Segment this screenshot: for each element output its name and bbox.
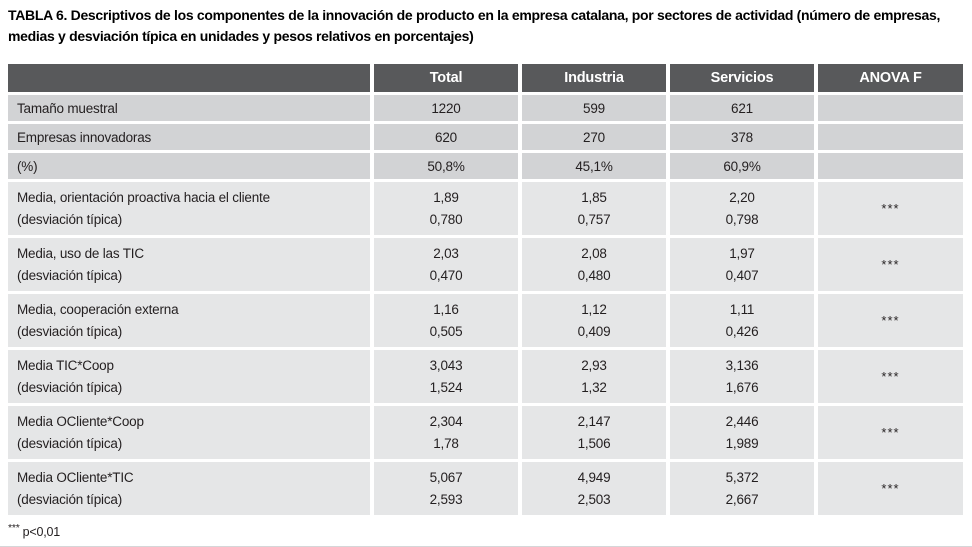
cell-anova: [818, 406, 963, 459]
mean-value: 3,043: [429, 357, 463, 373]
cell-total: 620: [374, 124, 518, 150]
cell-servicios: 621: [670, 95, 814, 121]
statistics-table: [8, 64, 964, 518]
cell-servicios: [670, 462, 814, 515]
sd-value: 0,409: [577, 323, 611, 339]
cell-anova: [818, 238, 963, 291]
mean-value: 2,08: [581, 245, 607, 261]
cell-total: [374, 406, 518, 459]
cell-servicios: [670, 182, 814, 235]
cell-industria: [522, 182, 666, 235]
mean-value: 5,372: [725, 469, 759, 485]
sd-value: 0,407: [725, 267, 759, 283]
table-row: [8, 95, 964, 121]
row-label-sub: (desviación típica): [17, 379, 122, 395]
cell-industria: 599: [522, 95, 666, 121]
sd-value: 1,506: [577, 435, 611, 451]
sd-value: 0,505: [429, 323, 463, 339]
mean-value: 2,304: [429, 413, 463, 429]
sd-value: 1,989: [725, 435, 759, 451]
mean-value: 2,93: [581, 357, 607, 373]
cell-industria: [522, 462, 666, 515]
row-label-main: Media TIC*Coop: [17, 357, 114, 373]
table-title: TABLA 6. Descriptivos de los componentes de la innovación de producto en la empresa catalana, por sectores de actividad (número de empresas, medias y desviación típica en unidades y pesos relativos en porcentajes): [8, 7, 941, 44]
mean-value: 1,16: [433, 301, 459, 317]
cell-total: [374, 350, 518, 403]
row-label: Tamaño muestral: [8, 95, 370, 121]
table-row: [8, 294, 964, 347]
mean-value: 4,949: [577, 469, 611, 485]
row-label-sub: (desviación típica): [17, 435, 122, 451]
row-label: [8, 462, 370, 515]
header-cell-servicios: Servicios: [670, 64, 814, 92]
mean-value: 1,97: [729, 245, 755, 261]
sd-value: 0,470: [429, 267, 463, 283]
mean-value: 1,11: [729, 301, 755, 317]
cell-industria: 45,1%: [522, 153, 666, 179]
cell-total: [374, 294, 518, 347]
cell-anova: [818, 95, 963, 121]
row-label-main: Media, cooperación externa: [17, 301, 179, 317]
header-cell-label: [8, 64, 370, 92]
sd-value: 2,667: [725, 491, 759, 507]
sd-value: 1,78: [433, 435, 459, 451]
cell-servicios: [670, 238, 814, 291]
footnote-marker: ***: [8, 522, 20, 534]
row-label-sub: (desviación típica): [17, 211, 122, 227]
sd-value: 0,798: [725, 211, 759, 227]
cell-servicios: [670, 406, 814, 459]
cell-anova: [818, 462, 963, 515]
row-label: Empresas innovadoras: [8, 124, 370, 150]
cell-anova: [818, 182, 963, 235]
table-row: [8, 124, 964, 150]
significance-stars: ***: [881, 201, 900, 216]
significance-stars: ***: [881, 313, 900, 328]
significance-stars: ***: [881, 369, 900, 384]
row-label-sub: (desviación típica): [17, 491, 122, 507]
sd-value: 1,524: [429, 379, 463, 395]
cell-total: [374, 238, 518, 291]
cell-anova: [818, 153, 963, 179]
cell-industria: 270: [522, 124, 666, 150]
row-label-main: Media OCliente*Coop: [17, 413, 144, 429]
row-label-main: Media OCliente*TIC: [17, 469, 134, 485]
row-label-main: Media, uso de las TIC: [17, 245, 144, 261]
sd-value: 2,593: [429, 491, 463, 507]
mean-value: 2,20: [729, 189, 755, 205]
mean-value: 1,89: [433, 189, 459, 205]
mean-value: 1,85: [581, 189, 607, 205]
header-cell-anova: ANOVA F: [818, 64, 963, 92]
row-label: [8, 294, 370, 347]
row-label: [8, 350, 370, 403]
row-label: (%): [8, 153, 370, 179]
sd-value: 0,780: [429, 211, 463, 227]
table-row: [8, 238, 964, 291]
sd-value: 0,426: [725, 323, 759, 339]
mean-value: 5,067: [429, 469, 463, 485]
cell-anova: [818, 124, 963, 150]
sd-value: 0,757: [577, 211, 611, 227]
table-row: [8, 406, 964, 459]
mean-value: 2,446: [725, 413, 759, 429]
table-header-row: [8, 64, 964, 92]
header-cell-total: Total: [374, 64, 518, 92]
cell-total: 50,8%: [374, 153, 518, 179]
sd-value: 1,676: [725, 379, 759, 395]
cell-industria: [522, 350, 666, 403]
sd-value: 2,503: [577, 491, 611, 507]
significance-stars: ***: [881, 425, 900, 440]
significance-stars: ***: [881, 257, 900, 272]
table-row: [8, 153, 964, 179]
header-cell-industria: Industria: [522, 64, 666, 92]
sd-value: 1,32: [581, 379, 607, 395]
cell-total: 1220: [374, 95, 518, 121]
cell-total: [374, 182, 518, 235]
mean-value: 2,03: [433, 245, 459, 261]
cell-servicios: 378: [670, 124, 814, 150]
cell-industria: [522, 294, 666, 347]
cell-anova: [818, 294, 963, 347]
cell-servicios: [670, 350, 814, 403]
table-row: [8, 350, 964, 403]
sd-value: 0,480: [577, 267, 611, 283]
mean-value: 3,136: [725, 357, 759, 373]
mean-value: 1,12: [581, 301, 607, 317]
row-label: [8, 406, 370, 459]
cell-anova: [818, 350, 963, 403]
row-label-sub: (desviación típica): [17, 267, 122, 283]
mean-value: 2,147: [577, 413, 611, 429]
cell-total: [374, 462, 518, 515]
cell-industria: [522, 238, 666, 291]
table-row: [8, 182, 964, 235]
row-label-sub: (desviación típica): [17, 323, 122, 339]
row-label-main: Media, orientación proactiva hacia el cliente: [17, 189, 270, 205]
cell-industria: [522, 406, 666, 459]
row-label: [8, 182, 370, 235]
significance-footnote: [8, 522, 60, 539]
row-label: [8, 238, 370, 291]
significance-stars: ***: [881, 481, 900, 496]
footnote-text: p<0,01: [22, 525, 61, 540]
table-row: [8, 462, 964, 515]
cell-servicios: 60,9%: [670, 153, 814, 179]
cell-servicios: [670, 294, 814, 347]
